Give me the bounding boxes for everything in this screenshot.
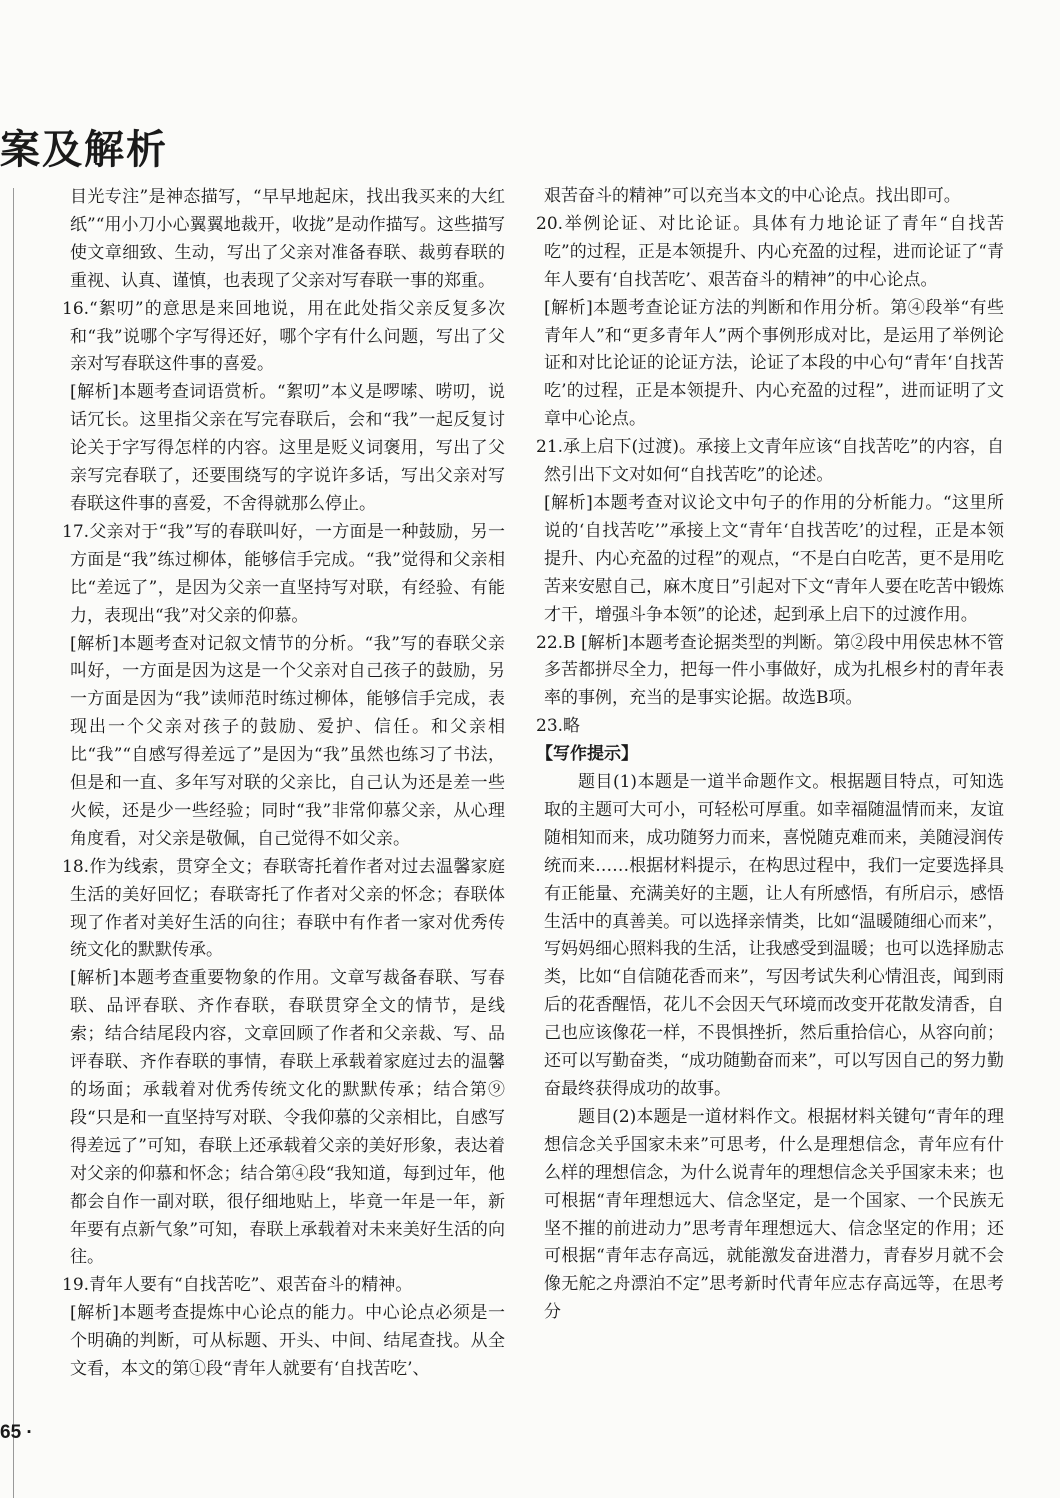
analysis-block: [解析]本题考查提炼中心论点的能力。中心论点必须是一个明确的判断，可从标题、开头、中间、结尾查找。从全文看，本文的第①段“青年人就要有‘自找苦吃’、 — [70, 1303, 505, 1380]
section-heading: 【写作提示】 — [536, 744, 638, 765]
left-column — [62, 184, 505, 1384]
answer-item: 23.略 — [536, 716, 581, 737]
answer-item: 21.承上启下(过渡)。承接上文青年应该“自找苦吃”的内容，自然引出下文对如何“自找苦吃”的论述。 — [536, 437, 1004, 486]
analysis-block: [解析]本题考查词语赏析。“絮叨”本义是啰嗦、唠叨，说话冗长。这里指父亲在写完春联后，会和“我”一起反复讨论关于字写得怎样的内容。这里是贬义词褒用，写出了父亲写完春联了，还要围绕写的字说许多话，写出父亲对写春联这件事的喜爱，不舍得就那么停止。 — [70, 382, 505, 514]
answer-item: 16.“絮叨”的意思是来回地说，用在此处指父亲反复多次和“我”说哪个字写得还好，哪个字有什么问题，写出了父亲对写春联这件事的喜爱。 — [62, 298, 505, 375]
writing-tip: 题目(1)本题是一道半命题作文。根据题目特点，可知选取的主题可大可小，可轻松可厚重。如幸福随温情而来，友谊随相知而来，成功随努力而来，喜悦随克难而来，美随浸润传统而来……根据材料提示，在构思过程中，我们一定要选择具有正能量、充满美好的主题，让人有所感悟，有所启示，感悟生活中的真善美。可以选择亲情类，比如“温暖随细心而来”，写妈妈细心照料我的生活，让我感受到温暖；也可以选择励志类，比如“自信随花香而来”，写因考试失利心情沮丧，闻到雨后的花香醒悟，花儿不会因天气环境而改变开花散发清香，自己也应该像花一样，不畏惧挫折，然后重拾信心，从容向前；还可以写勤奋类，“成功随勤奋而来”，可以写因自己的努力勤奋最终获得成功的故事。 — [544, 772, 1004, 1099]
writing-tip: 题目(2)本题是一道材料作文。根据材料关键句“青年的理想信念关乎国家未来”可思考，什么是理想信念，青年应有什么样的理想信念，为什么说青年的理想信念关乎国家未来；也可根据“青年理想远大、信念坚定，是一个国家、一个民族无坚不摧的前进动力”思考青年理想远大、信念坚定的作用；还可根据“青年志存高远，就能激发奋进潜力，青春岁月就不会像无舵之舟漂泊不定”思考新时代青年应志存高远等，在思考分 — [544, 1106, 1004, 1323]
continued-text: 艰苦奋斗的精神”可以充当本文的中心论点。找出即可。 — [544, 186, 961, 206]
answer-item: 18.作为线索，贯穿全文；春联寄托着作者对过去温馨家庭生活的美好回忆；春联寄托了作者对父亲的怀念；春联体现了作者对美好生活的向往；春联中有作者一家对优秀传统文化的默默传承。 — [62, 856, 505, 961]
continued-text: 目光专注”是神态描写，“早早地起床，找出我买来的大红纸”“用小刀小心翼翼地裁开，收拢”是动作描写。这些描写使文章细致、生动，写出了父亲对准备春联、裁剪春联的重视、认真、谨慎，也表现了父亲对写春联一事的郑重。 — [70, 187, 505, 291]
page-number: 65 · — [0, 1422, 33, 1443]
answer-item: 20.举例论证、对比论证。具体有力地论证了青年“自找苦吃”的过程，正是本领提升、内心充盈的过程，进而论证了“青年人要有‘自找苦吃’、艰苦奋斗的精神”的中心论点。 — [536, 213, 1004, 290]
page-title: 案及解析 — [0, 127, 168, 173]
margin-rule — [13, 188, 14, 1498]
answer-item: 19.青年人要有“自找苦吃”、艰苦奋斗的精神。 — [62, 1275, 413, 1296]
analysis-block: [解析]本题考查重要物象的作用。文章写裁备春联、写春联、品评春联、齐作春联，春联贯穿全文的情节，是线索；结合结尾段内容，文章回顾了作者和父亲裁、写、品评春联、齐作春联的事情，春联上承载着家庭过去的温馨的场面；承载着对优秀传统文化的默默传承；结合第⑨段“只是和一直坚持写对联、令我仰慕的父亲相比，自感写得差远了”可知，春联上还承载着父亲的美好形象，表达着对父亲的仰慕和怀念；结合第④段“我知道，每到过年，他都会自作一副对联，很仔细地贴上，毕竟一年是一年，新年要有点新气象”可知，春联上承载着对未来美好生活的向往。 — [70, 968, 505, 1268]
answer-item: 22.B [解析]本题考查论据类型的判断。第②段中用侯忠林不管多苦都拼尽全力，把每一件小事做好，成为扎根乡村的青年表率的事例，充当的是事实论据。故选B项。 — [536, 632, 1004, 709]
answer-item: 17.父亲对于“我”写的春联叫好，一方面是一种鼓励，另一方面是“我”练过柳体，能够信手完成。“我”觉得和父亲相比“差远了”，是因为父亲一直坚持写对联，有经验、有能力，表现出“我”对父亲的仰慕。 — [62, 521, 505, 626]
analysis-block: [解析]本题考查论证方法的判断和作用分析。第④段举“有些青年人”和“更多青年人”两个事例形成对比，是运用了举例论证和对比论证的论证方法，论证了本段的中心句“青年‘自找苦吃’的过程，正是本领提升、内心充盈的过程”，进而证明了文章中心论点。 — [544, 297, 1004, 430]
analysis-block: [解析]本题考查对记叙文情节的分析。“我”写的春联父亲叫好，一方面是因为这是一个父亲对自己孩子的鼓励，另一方面是因为“我”读师范时练过柳体，能够信手完成，表现出一个父亲对孩子的鼓励、爱护、信任。和父亲相比“我”“自感写得差远了”是因为“我”虽然也练习了书法，但是和一直、多年写对联的父亲比，自己认为还是差一些火候，还是少一些经验；同时“我”非常仰慕父亲，从心理角度看，对父亲是敬佩，自己觉得不如父亲。 — [70, 633, 505, 849]
analysis-block: [解析]本题考查对议论文中句子的作用的分析能力。“这里所说的‘自找苦吃’”承接上文“青年‘自找苦吃’的过程，正是本领提升、内心充盈的过程”的观点，“不是白白吃苦，更不是用吃苦来安慰自己，麻木度日”引起对下文“青年人要在吃苦中锻炼才干，增强斗争本领”的论述，起到承上启下的过渡作用。 — [544, 492, 1004, 625]
right-column — [536, 183, 1004, 1327]
